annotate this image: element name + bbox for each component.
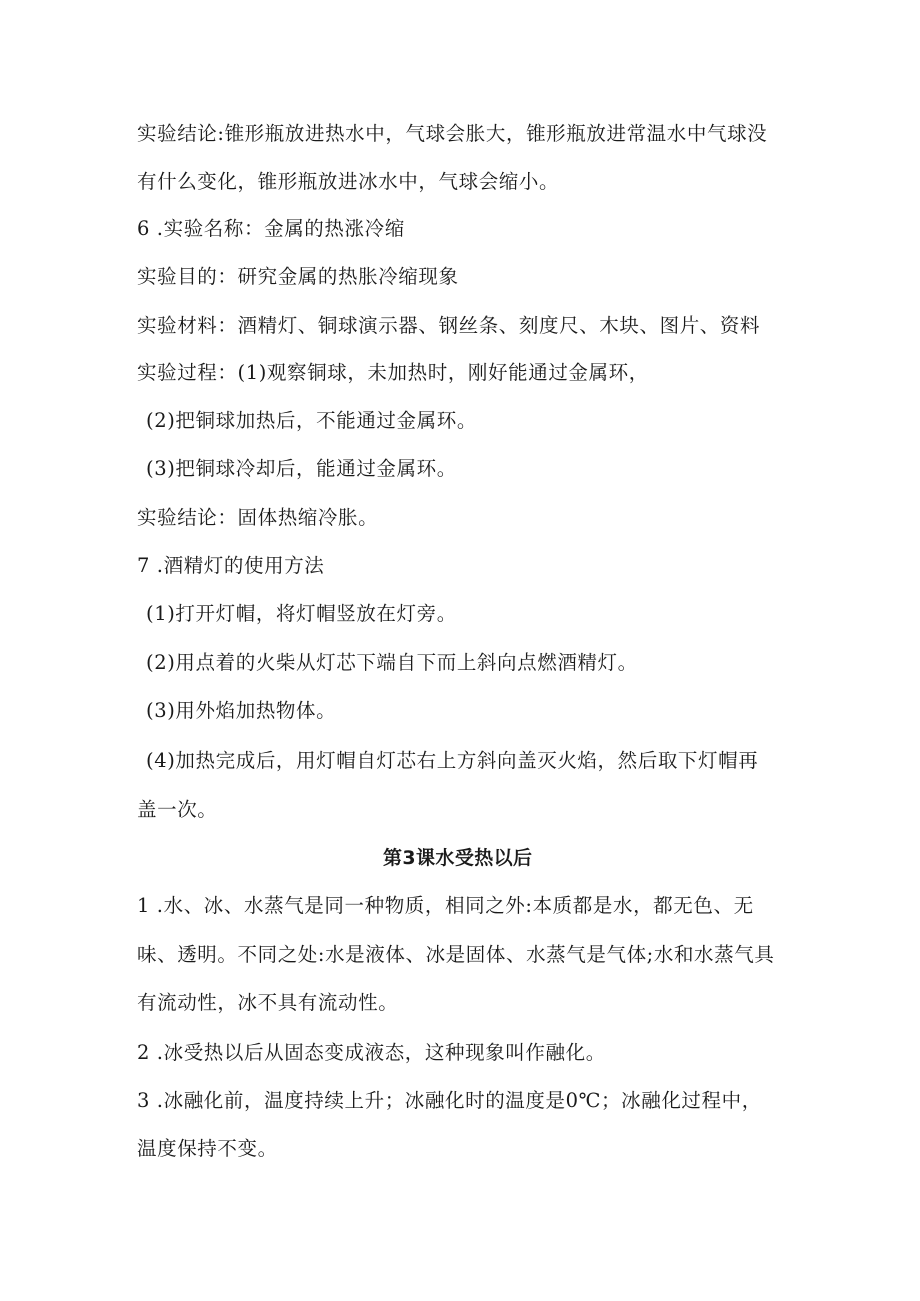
text-line: 实验目的：研究金属的热胀冷缩现象 — [137, 265, 459, 288]
text-line: (3)用外焰加热物体。 — [146, 699, 337, 722]
text-line: (3)把铜球冷却后，能通过金属环。 — [146, 457, 457, 480]
text-line: 有流动性，冰不具有流动性。 — [137, 991, 399, 1014]
text-line: 实验材料：酒精灯、铜球演示器、钢丝条、刻度尺、木块、图片、资料 — [137, 314, 761, 337]
text-line: (4)加热完成后，用灯帽自灯芯右上方斜向盖灭火焰，然后取下灯帽再 — [146, 749, 759, 772]
section-heading: 第3课水受热以后 — [383, 847, 533, 869]
text-line: 实验结论：固体热缩冷胀。 — [137, 506, 379, 529]
text-line: 味、透明。不同之处:水是液体、冰是固体、水蒸气是气体;水和水蒸气具 — [137, 943, 775, 966]
text-line: 2 .冰受热以后从固态变成液态，这种现象叫作融化。 — [137, 1041, 606, 1064]
text-line: (1)打开灯帽，将灯帽竖放在灯旁。 — [146, 602, 457, 625]
text-line: 盖一次。 — [137, 798, 218, 821]
text-line: 3 .冰融化前，温度持续上升；冰融化时的温度是0℃；冰融化过程中， — [137, 1089, 762, 1112]
text-line: 温度保持不变。 — [137, 1137, 278, 1160]
text-line: 有什么变化，锥形瓶放进冰水中，气球会缩小。 — [137, 170, 560, 193]
text-line: 实验结论:锥形瓶放进热水中，气球会胀大，锥形瓶放进常温水中气球没 — [137, 122, 768, 145]
text-line: 1 .水、冰、水蒸气是同一种物质，相同之外:本质都是水，都无色、无 — [137, 894, 754, 917]
text-line: (2)把铜球加热后，不能通过金属环。 — [146, 409, 477, 432]
text-line: 实验过程：(1)观察铜球，未加热时，刚好能通过金属环， — [137, 361, 649, 384]
text-line: 6 .实验名称：金属的热涨冷缩 — [137, 217, 405, 240]
text-line: 7 .酒精灯的使用方法 — [137, 554, 325, 577]
text-line: (2)用点着的火柴从灯芯下端自下而上斜向点燃酒精灯。 — [146, 651, 638, 674]
